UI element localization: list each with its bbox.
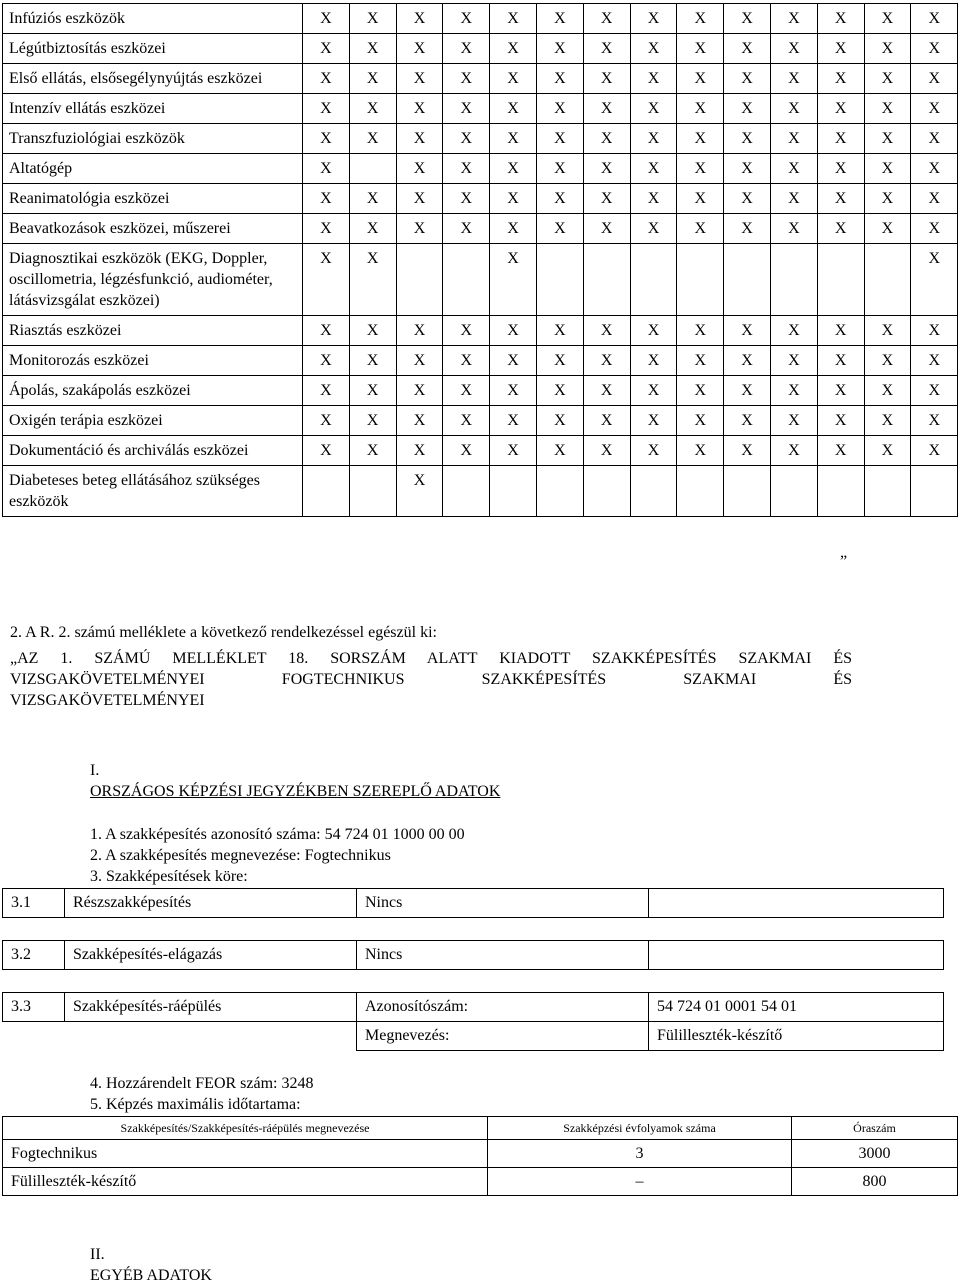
matrix-mark: X [677, 184, 724, 214]
matrix-mark: X [630, 124, 677, 154]
matrix-mark [724, 466, 771, 517]
matrix-mark: X [630, 184, 677, 214]
matrix-mark: X [396, 406, 443, 436]
matrix-mark: X [770, 124, 817, 154]
matrix-mark: X [396, 436, 443, 466]
matrix-mark: X [303, 214, 350, 244]
header-qualification: Szakképesítés/Szakképesítés-ráépülés megnevezése [3, 1117, 488, 1140]
matrix-mark: X [583, 94, 630, 124]
matrix-mark: X [443, 346, 490, 376]
equipment-label: Első ellátás, elsősegélynyújtás eszközei [3, 64, 303, 94]
matrix-mark: X [817, 4, 864, 34]
matrix-row [3, 64, 958, 94]
item-4-feor: 4. Hozzárendelt FEOR szám: 3248 [90, 1075, 314, 1092]
matrix-mark: X [817, 184, 864, 214]
matrix-mark: X [724, 124, 771, 154]
matrix-mark: X [864, 184, 911, 214]
matrix-mark: X [536, 94, 583, 124]
matrix-row [3, 316, 958, 346]
matrix-row [3, 154, 958, 184]
equipment-label: Reanimatológia eszközei [3, 184, 303, 214]
row-name: Szakképesítés-ráépülés [65, 993, 357, 1022]
matrix-mark: X [490, 346, 537, 376]
matrix-mark: X [490, 436, 537, 466]
matrix-mark: X [677, 64, 724, 94]
row-hours: 800 [792, 1168, 958, 1196]
row-value: Nincs [357, 889, 649, 918]
empty-cell [649, 941, 944, 970]
matrix-mark: X [303, 34, 350, 64]
matrix-mark: X [724, 64, 771, 94]
matrix-row [3, 376, 958, 406]
matrix-mark: X [724, 4, 771, 34]
matrix-mark [724, 244, 771, 316]
id-value: 54 724 01 0001 54 01 [649, 993, 944, 1022]
matrix-mark [630, 466, 677, 517]
row-qualification: Fogtechnikus [3, 1140, 488, 1168]
matrix-mark: X [583, 214, 630, 244]
matrix-mark: X [490, 94, 537, 124]
matrix-mark: X [443, 406, 490, 436]
id-label: Azonosítószám: [357, 993, 649, 1022]
matrix-row [3, 34, 958, 64]
matrix-mark: X [817, 34, 864, 64]
matrix-mark: X [536, 346, 583, 376]
matrix-mark: X [536, 64, 583, 94]
matrix-mark: X [396, 154, 443, 184]
matrix-mark: X [536, 154, 583, 184]
matrix-mark: X [864, 124, 911, 154]
matrix-mark: X [817, 406, 864, 436]
matrix-mark: X [583, 346, 630, 376]
qualification-3-2-table [2, 940, 944, 970]
equipment-label: Oxigén terápia eszközei [3, 406, 303, 436]
matrix-mark: X [770, 346, 817, 376]
matrix-row [3, 436, 958, 466]
equipment-label: Diabeteses beteg ellátásához szükséges eszközök [3, 466, 303, 517]
matrix-mark: X [583, 376, 630, 406]
matrix-mark: X [443, 214, 490, 244]
matrix-mark: X [490, 214, 537, 244]
matrix-mark: X [536, 124, 583, 154]
matrix-mark: X [911, 154, 958, 184]
matrix-mark: X [396, 376, 443, 406]
matrix-mark: X [630, 154, 677, 184]
matrix-mark: X [770, 406, 817, 436]
heading-line-3: VIZSGAKÖVETELMÉNYEI [10, 692, 205, 709]
matrix-mark: X [349, 94, 396, 124]
matrix-mark: X [864, 436, 911, 466]
matrix-mark: X [396, 346, 443, 376]
matrix-mark: X [770, 64, 817, 94]
matrix-mark: X [443, 34, 490, 64]
matrix-mark: X [583, 64, 630, 94]
equipment-label: Infúziós eszközök [3, 4, 303, 34]
matrix-mark: X [864, 154, 911, 184]
matrix-mark: X [817, 436, 864, 466]
matrix-mark: X [724, 346, 771, 376]
matrix-mark: X [911, 64, 958, 94]
matrix-row [3, 94, 958, 124]
matrix-mark: X [770, 436, 817, 466]
matrix-mark: X [770, 94, 817, 124]
matrix-mark: X [349, 346, 396, 376]
matrix-mark [536, 244, 583, 316]
matrix-mark: X [396, 4, 443, 34]
matrix-mark: X [349, 436, 396, 466]
matrix-mark: X [303, 436, 350, 466]
matrix-mark: X [536, 34, 583, 64]
matrix-mark: X [864, 94, 911, 124]
matrix-mark: X [303, 64, 350, 94]
matrix-mark: X [911, 94, 958, 124]
matrix-mark: X [583, 406, 630, 436]
equipment-label: Ápolás, szakápolás eszközei [3, 376, 303, 406]
matrix-mark: X [396, 94, 443, 124]
matrix-row [3, 346, 958, 376]
header-years: Szakképzési évfolyamok száma [488, 1117, 792, 1140]
matrix-mark [349, 154, 396, 184]
empty-cell [649, 889, 944, 918]
matrix-mark: X [349, 406, 396, 436]
equipment-label: Dokumentáció és archiválás eszközei [3, 436, 303, 466]
matrix-mark: X [630, 406, 677, 436]
equipment-label: Monitorozás eszközei [3, 346, 303, 376]
section-1-number: I. [90, 762, 100, 779]
matrix-mark: X [724, 406, 771, 436]
matrix-mark: X [911, 184, 958, 214]
matrix-mark: X [817, 346, 864, 376]
section-1-item-3: 3. Szakképesítések köre: [90, 868, 248, 885]
empty-cell [3, 1022, 65, 1051]
matrix-mark: X [724, 214, 771, 244]
matrix-mark: X [396, 64, 443, 94]
matrix-mark: X [911, 376, 958, 406]
matrix-mark: X [630, 94, 677, 124]
matrix-mark [443, 466, 490, 517]
matrix-mark: X [536, 406, 583, 436]
matrix-mark: X [443, 64, 490, 94]
matrix-mark: X [630, 4, 677, 34]
section-1-item-2: 2. A szakképesítés megnevezése: Fogtechnikus [90, 847, 391, 864]
row-number: 3.2 [3, 941, 65, 970]
matrix-mark: X [864, 214, 911, 244]
matrix-mark: X [349, 376, 396, 406]
matrix-mark: X [303, 316, 350, 346]
equipment-label: Altatógép [3, 154, 303, 184]
matrix-mark: X [677, 214, 724, 244]
matrix-mark: X [349, 244, 396, 316]
document-heading [10, 648, 852, 711]
matrix-mark: X [724, 184, 771, 214]
matrix-mark [864, 466, 911, 517]
matrix-mark: X [864, 376, 911, 406]
matrix-mark: X [770, 316, 817, 346]
matrix-mark: X [583, 34, 630, 64]
matrix-mark: X [349, 4, 396, 34]
matrix-mark: X [817, 376, 864, 406]
section-2-title: EGYÉB ADATOK [90, 1267, 212, 1284]
matrix-mark: X [303, 94, 350, 124]
matrix-mark [536, 466, 583, 517]
matrix-mark: X [443, 376, 490, 406]
matrix-mark: X [536, 316, 583, 346]
matrix-mark: X [911, 214, 958, 244]
matrix-mark: X [349, 124, 396, 154]
matrix-row [3, 214, 958, 244]
matrix-mark: X [911, 316, 958, 346]
matrix-mark: X [583, 154, 630, 184]
matrix-mark: X [677, 124, 724, 154]
matrix-mark: X [349, 184, 396, 214]
matrix-mark [349, 466, 396, 517]
matrix-mark: X [677, 34, 724, 64]
matrix-mark: X [724, 376, 771, 406]
matrix-mark: X [864, 316, 911, 346]
matrix-mark: X [490, 244, 537, 316]
matrix-mark: X [630, 316, 677, 346]
matrix-mark: X [490, 376, 537, 406]
matrix-mark: X [490, 154, 537, 184]
matrix-mark: X [911, 4, 958, 34]
matrix-mark: X [677, 346, 724, 376]
matrix-mark: X [770, 214, 817, 244]
matrix-mark: X [770, 154, 817, 184]
matrix-mark: X [303, 376, 350, 406]
training-duration-table [2, 1116, 958, 1196]
matrix-mark: X [443, 154, 490, 184]
matrix-mark: X [349, 34, 396, 64]
matrix-mark: X [490, 34, 537, 64]
equipment-label: Diagnosztikai eszközök (EKG, Doppler, oscillometria, légzésfunkció, audiométer, látásvizsgálat eszközei) [3, 244, 303, 316]
item-5-duration: 5. Képzés maximális időtartama: [90, 1096, 301, 1113]
matrix-mark: X [349, 214, 396, 244]
equipment-matrix [2, 3, 958, 517]
matrix-mark: X [396, 34, 443, 64]
matrix-mark [630, 244, 677, 316]
qualification-3-1-table [2, 888, 944, 918]
matrix-mark: X [817, 316, 864, 346]
matrix-mark: X [303, 184, 350, 214]
heading-line-2: VIZSGAKÖVETELMÉNYEI FOGTECHNIKUS SZAKKÉPESÍTÉS SZAKMAI ÉS [10, 671, 852, 688]
matrix-mark: X [490, 64, 537, 94]
empty-cell [65, 1022, 357, 1051]
matrix-mark [911, 466, 958, 517]
matrix-mark: X [817, 124, 864, 154]
equipment-label: Beavatkozások eszközei, műszerei [3, 214, 303, 244]
qualification-3-3-table [2, 992, 944, 1051]
matrix-mark: X [724, 94, 771, 124]
name-label: Megnevezés: [357, 1022, 649, 1051]
matrix-row [3, 244, 958, 316]
matrix-mark: X [770, 376, 817, 406]
matrix-mark [490, 466, 537, 517]
matrix-mark: X [864, 346, 911, 376]
matrix-mark: X [911, 244, 958, 316]
row-number: 3.1 [3, 889, 65, 918]
matrix-mark: X [583, 4, 630, 34]
matrix-mark: X [911, 436, 958, 466]
matrix-mark: X [583, 316, 630, 346]
matrix-mark [396, 244, 443, 316]
matrix-mark: X [677, 4, 724, 34]
matrix-mark: X [677, 436, 724, 466]
matrix-mark: X [864, 4, 911, 34]
matrix-mark [677, 466, 724, 517]
heading-line-1: „AZ 1. SZÁMÚ MELLÉKLET 18. SORSZÁM ALATT KIADOTT SZAKKÉPESÍTÉS SZAKMAI ÉS [10, 650, 852, 667]
matrix-mark: X [303, 154, 350, 184]
matrix-mark: X [396, 184, 443, 214]
matrix-row [3, 4, 958, 34]
matrix-mark: X [396, 214, 443, 244]
matrix-mark: X [724, 154, 771, 184]
matrix-mark: X [303, 124, 350, 154]
matrix-mark: X [677, 376, 724, 406]
closing-quote: ” [840, 553, 848, 570]
matrix-mark [817, 244, 864, 316]
matrix-mark: X [583, 184, 630, 214]
matrix-mark: X [396, 316, 443, 346]
matrix-row [3, 406, 958, 436]
matrix-mark [443, 244, 490, 316]
matrix-mark: X [583, 124, 630, 154]
amendment-intro: 2. A R. 2. számú melléklete a következő rendelkezéssel egészül ki: [10, 624, 437, 641]
matrix-mark: X [677, 94, 724, 124]
matrix-mark: X [770, 4, 817, 34]
matrix-mark: X [630, 214, 677, 244]
matrix-row [3, 466, 958, 517]
equipment-label: Riasztás eszközei [3, 316, 303, 346]
matrix-mark [770, 466, 817, 517]
matrix-mark: X [677, 316, 724, 346]
matrix-mark: X [490, 316, 537, 346]
matrix-mark: X [536, 184, 583, 214]
section-2-number: II. [90, 1246, 105, 1263]
equipment-label: Transzfuziológiai eszközök [3, 124, 303, 154]
matrix-mark: X [536, 214, 583, 244]
matrix-mark: X [817, 154, 864, 184]
matrix-mark: X [443, 124, 490, 154]
row-years: 3 [488, 1140, 792, 1168]
matrix-mark: X [490, 4, 537, 34]
matrix-mark: X [724, 316, 771, 346]
matrix-mark: X [677, 406, 724, 436]
name-value: Fülilleszték-készítő [649, 1022, 944, 1051]
equipment-label: Intenzív ellátás eszközei [3, 94, 303, 124]
matrix-mark: X [490, 406, 537, 436]
matrix-mark: X [443, 94, 490, 124]
matrix-row [3, 124, 958, 154]
row-number: 3.3 [3, 993, 65, 1022]
matrix-mark [677, 244, 724, 316]
matrix-mark: X [349, 64, 396, 94]
matrix-mark: X [536, 376, 583, 406]
section-1-item-1: 1. A szakképesítés azonosító száma: 54 724 01 1000 00 00 [90, 826, 465, 843]
section-1-title: ORSZÁGOS KÉPZÉSI JEGYZÉKBEN SZEREPLŐ ADATOK [90, 783, 501, 800]
matrix-mark: X [770, 184, 817, 214]
matrix-mark [583, 244, 630, 316]
matrix-mark: X [583, 436, 630, 466]
matrix-mark: X [536, 436, 583, 466]
row-value: Nincs [357, 941, 649, 970]
matrix-mark: X [630, 64, 677, 94]
matrix-mark [770, 244, 817, 316]
matrix-mark: X [817, 64, 864, 94]
matrix-mark: X [911, 124, 958, 154]
matrix-mark: X [630, 376, 677, 406]
matrix-mark: X [303, 346, 350, 376]
matrix-mark: X [349, 316, 396, 346]
matrix-mark: X [864, 34, 911, 64]
equipment-label: Légútbiztosítás eszközei [3, 34, 303, 64]
matrix-mark: X [303, 244, 350, 316]
matrix-mark: X [490, 184, 537, 214]
matrix-mark: X [443, 436, 490, 466]
matrix-mark: X [911, 346, 958, 376]
matrix-mark: X [630, 436, 677, 466]
matrix-mark: X [911, 34, 958, 64]
row-name: Részszakképesítés [65, 889, 357, 918]
matrix-mark: X [490, 124, 537, 154]
matrix-mark: X [911, 406, 958, 436]
matrix-mark: X [724, 436, 771, 466]
matrix-mark: X [443, 184, 490, 214]
matrix-mark: X [443, 316, 490, 346]
matrix-mark: X [770, 34, 817, 64]
matrix-mark [583, 466, 630, 517]
matrix-mark: X [303, 406, 350, 436]
matrix-mark: X [864, 64, 911, 94]
matrix-mark: X [396, 466, 443, 517]
matrix-row [3, 184, 958, 214]
matrix-mark: X [817, 94, 864, 124]
matrix-mark: X [817, 214, 864, 244]
matrix-mark: X [630, 346, 677, 376]
matrix-mark: X [677, 154, 724, 184]
row-years: – [488, 1168, 792, 1196]
row-name: Szakképesítés-elágazás [65, 941, 357, 970]
matrix-mark: X [724, 34, 771, 64]
matrix-mark: X [536, 4, 583, 34]
header-hours: Óraszám [792, 1117, 958, 1140]
matrix-mark [817, 466, 864, 517]
matrix-mark: X [864, 406, 911, 436]
row-qualification: Fülilleszték-készítő [3, 1168, 488, 1196]
matrix-mark: X [443, 4, 490, 34]
matrix-mark: X [396, 124, 443, 154]
matrix-mark [303, 466, 350, 517]
matrix-mark [864, 244, 911, 316]
matrix-mark: X [630, 34, 677, 64]
matrix-mark: X [303, 4, 350, 34]
row-hours: 3000 [792, 1140, 958, 1168]
